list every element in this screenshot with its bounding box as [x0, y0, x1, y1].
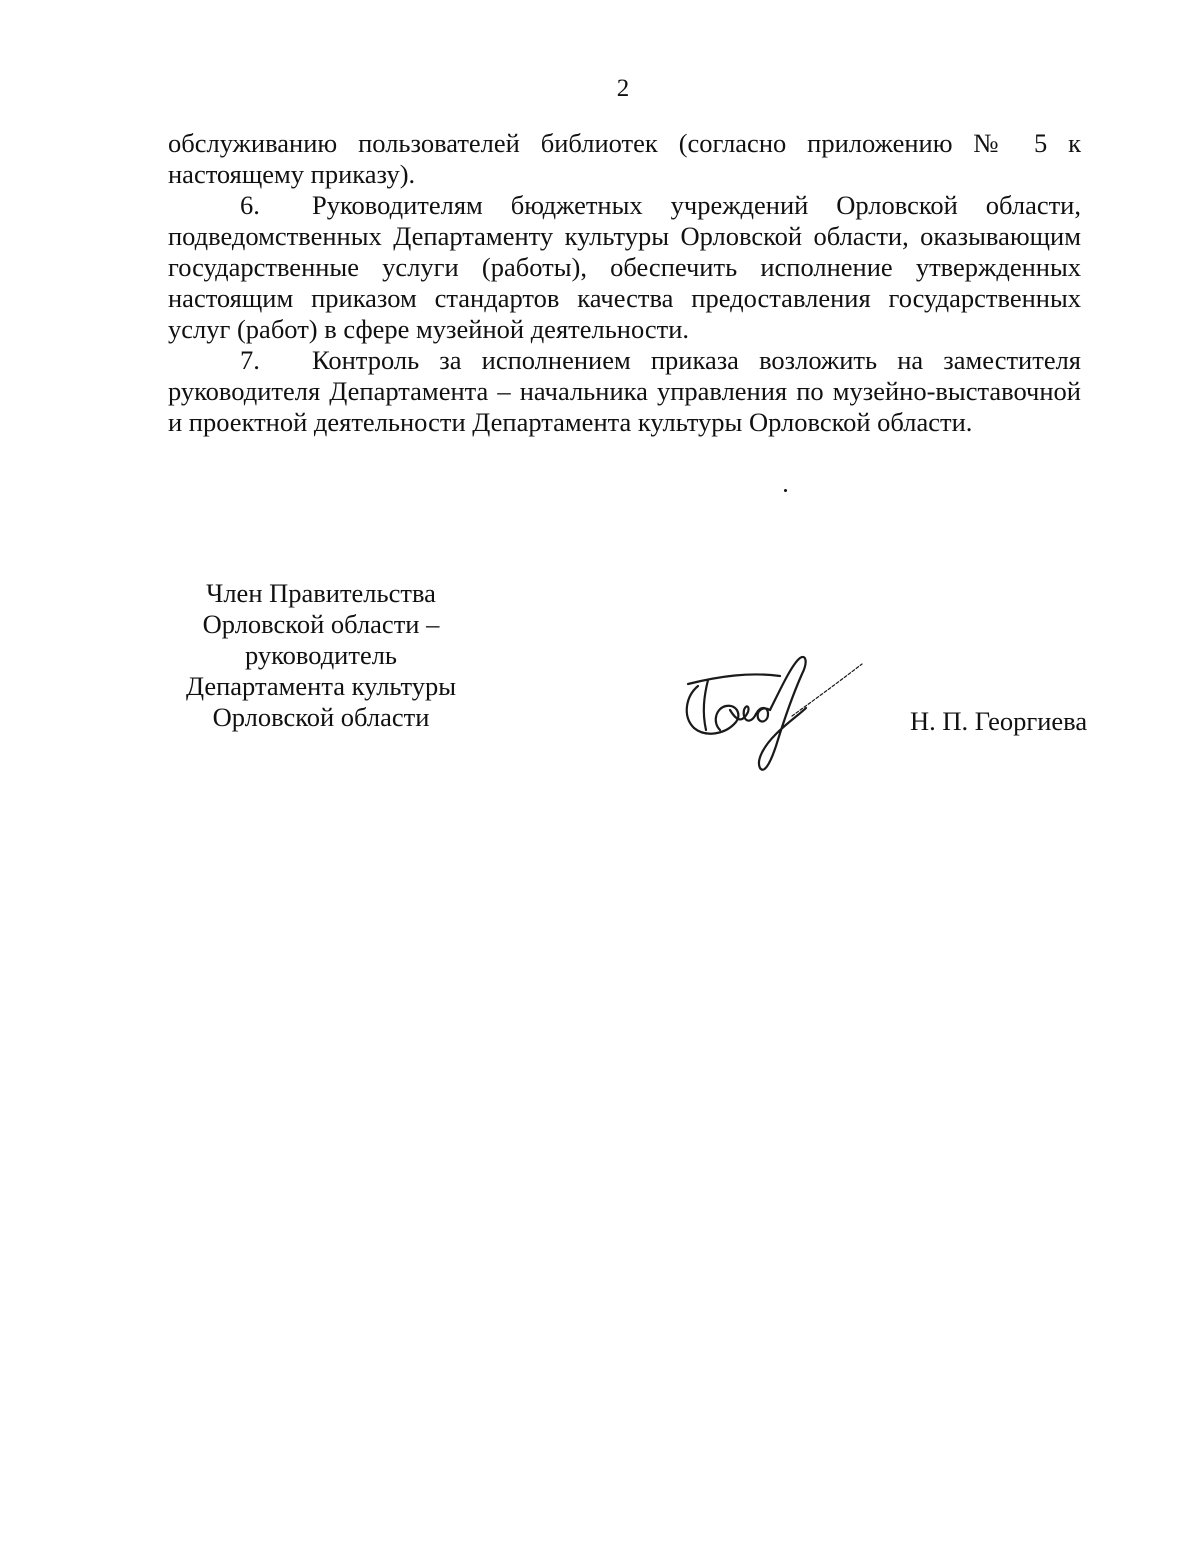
signer-name: Н. П. Георгиева — [910, 706, 1088, 736]
paragraph-text: Руководителям бюджетных учреждений Орловской области, подведомственных Департаменту культуры Орловской области, оказывающим государственные услуги (работы), обеспечить исполнение утвержденных настоящим приказом стандартов качества предоставления государственных услуг (работ) в сфере музейной деятельности. — [168, 190, 1081, 344]
signer-title — [180, 578, 462, 733]
signer-title-line: руководитель — [244, 640, 398, 670]
paragraph-text: обслуживанию пользователей библиотек (согласно приложению № 5 к настоящему приказу). — [168, 128, 1081, 189]
paragraph-number: 7. — [240, 345, 260, 375]
paragraph-item-7 — [168, 345, 1081, 438]
signer-title-line: Орловской области – — [202, 609, 440, 639]
handwritten-signature-icon — [680, 650, 870, 780]
signer-title-line: Член Правительства — [206, 578, 436, 608]
signer-title-line: Орловской области — [212, 702, 430, 732]
stray-mark — [784, 489, 787, 492]
paragraph-number: 6. — [240, 190, 260, 220]
paragraph-text: Контроль за исполнением приказа возложить на заместителя руководителя Департамента – начальника управления по музейно-выставочной и проектной деятельности Департамента культуры Орловской области. — [168, 345, 1081, 437]
paragraph-continuation — [168, 128, 1081, 190]
signer-title-line: Департамента культуры — [185, 671, 457, 701]
order-body-text — [168, 128, 1081, 438]
paragraph-item-6 — [168, 190, 1081, 345]
page-number: 2 — [616, 75, 630, 102]
